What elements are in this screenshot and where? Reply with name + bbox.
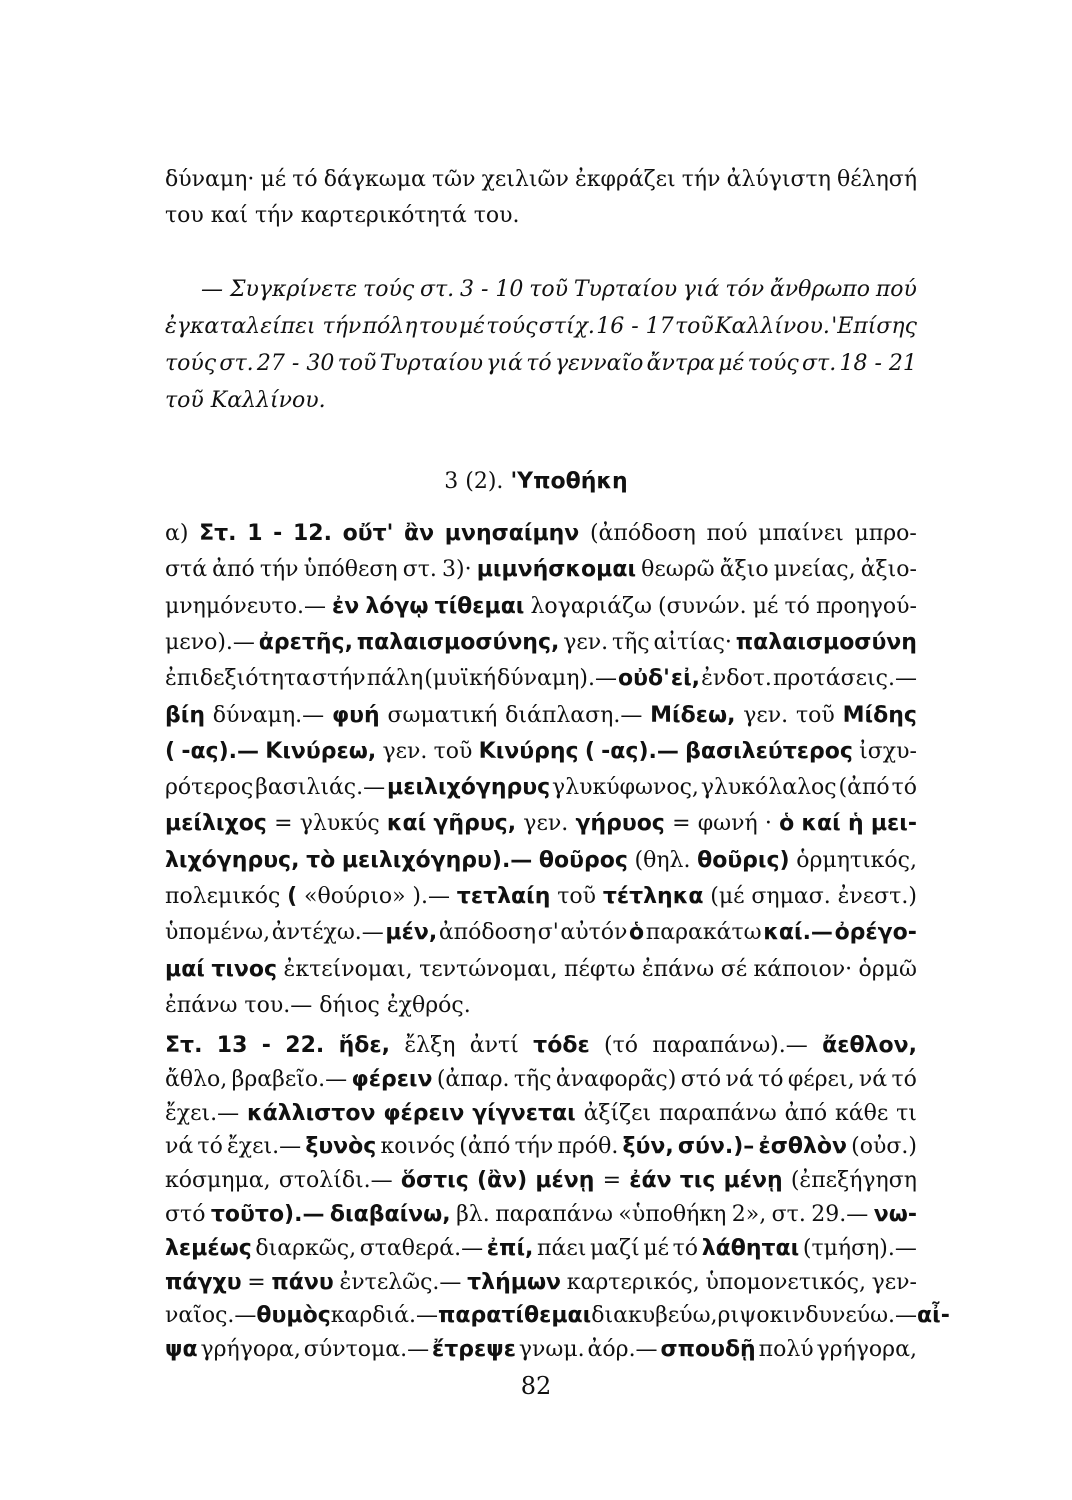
- text-line: ἐπάνω του.— δήιος ἐχθρός.: [165, 992, 471, 1018]
- text-line: [165, 198, 917, 234]
- line-text: μενο).— ἀρετῆς, παλαισμοσύνης, γεν. τῆς αἰτίας· παλαισμοσύνη: [165, 629, 917, 655]
- text-line: [165, 1298, 950, 1334]
- line-text: α) Στ. 1 - 12. οὔτ' ἂν μνησαίμην (ἀπόδοση πού μπαίνει μπρο-: [165, 521, 917, 546]
- line-text: πάγχυ = πάνυ ἐντελῶς.— τλήμων καρτερικός, ὑπομονετικός, γεν-: [165, 1269, 917, 1295]
- text-line: [165, 879, 917, 915]
- text-line: [165, 1265, 917, 1301]
- heading-title: 'Υποθήκη: [510, 469, 628, 494]
- line-text: νά τό ἔχει.— ξυνὸς κοινός (ἀπό τήν πρόθ. ξύν, σύν.)– ἐσθλὸν (οὐσ.): [165, 1134, 917, 1160]
- line-text: μαί τινος ἐκτείνομαι, τεντώνομαι, πέφτω ἐπάνω σέ κάποιον· ὁρμῶ: [165, 956, 917, 982]
- line-text: ἄθλο, βραβεῖο.— φέρειν (ἀπαρ. τῆς ἀναφορᾶς) στό νά τό φέρει, νά τό: [165, 1066, 917, 1092]
- line-text: ἐπιδεξιότητα στήν πάλη (μυϊκή δύναμη).— οὐδ' εἰ, ἐνδοτ. προτάσεις.—: [165, 666, 917, 692]
- line-text: ἔχει.— κάλλιστον φέρειν γίγνεται ἀξίζει παραπάνω ἀπό κάθε τι: [165, 1100, 917, 1126]
- text-line: δύναμη· μέ τό δάγκωμα τῶν χειλιῶν ἐκφράζει τήν ἀλύγιστη θέλησή: [165, 167, 917, 192]
- line-text: του καί τήν καρτερικότητά του.: [165, 203, 520, 228]
- line-text: ( -ας).— Κινύρεω, γεν. τοῦ Κινύρης ( -ας).— βασιλεύτερος ἰσχυ-: [165, 738, 917, 764]
- line-text: στά ἀπό τήν ὑπόθεση στ. 3)· μιμνήσκομαι θεωρῶ ἄξιο μνείας, ἀξιο-: [165, 557, 917, 583]
- text-line: [165, 770, 917, 806]
- line-text: στό τοῦτο).— διαβαίνω, βλ. παραπάνω «ὑποθήκη 2», στ. 29.— νω-: [165, 1202, 917, 1227]
- heading-number: 3 (2).: [444, 469, 504, 494]
- line-text: ὑπομένω, ἀντέχω.— μέν, ἀπόδοση σ' αὐτόν ὁ παρακάτω καί.— ὀρέγο-: [165, 920, 917, 946]
- line-text: ναῖος.— θυμὸς καρδιά.— παρατίθεμαι διακυβεύω, ριψοκινδυνεύω.— αἶ-: [165, 1303, 950, 1329]
- text-line: — Συγκρίνετε τούς στ. 3 - 10 τοῦ Τυρταίου γιά τόν ἄνθρωπο πού: [201, 277, 917, 302]
- line-text: τοῦ Καλλίνου.: [165, 388, 326, 413]
- line-text: ρότερος βασιλιάς.— μειλιχόγηρυς γλυκύφωνος, γλυκόλαλος (ἀπό τό: [165, 775, 917, 801]
- page-number: 82: [520, 1372, 552, 1400]
- section-heading: [0, 462, 1072, 502]
- text-line: τούς στ. 27 - 30 τοῦ Τυρταίου γιά τό γενναῖο ἄντρα μέ τούς στ. 18 - 21: [165, 351, 917, 376]
- text-line: [165, 1028, 917, 1064]
- text-line: [165, 589, 917, 625]
- text-line: [165, 1163, 917, 1199]
- text-line: [165, 1062, 917, 1098]
- text-line: [165, 383, 917, 419]
- text-line: [165, 1197, 917, 1233]
- line-text: μνημόνευτο.— ἐν λόγῳ τίθεμαι λογαριάζω (συνών. μέ τό προηγού-: [165, 593, 917, 619]
- line-text: Στ. 13 - 22. ἥδε, ἔλξη ἀντί τόδε (τό παραπάνω).— ἄεθλον,: [165, 1033, 917, 1058]
- text-line: [165, 625, 917, 661]
- text-line: [165, 698, 917, 734]
- text-line: [165, 843, 917, 879]
- line-text: πολεμικός ( «θούριο» ).— τετλαίη τοῦ τέτληκα (μέ σημασ. ἐνεστ.): [165, 884, 917, 909]
- text-line: [165, 952, 917, 988]
- line-text: ψα γρήγορα, σύντομα.— ἔτρεψε γνωμ. ἀόρ.— σπουδῇ πολύ γρήγορα,: [165, 1337, 917, 1363]
- text-line: [165, 661, 917, 697]
- text-line: [165, 1129, 917, 1165]
- line-text: λεμέως διαρκῶς, σταθερά.— ἐπί, πάει μαζί μέ τό λάθηται (τμήση).—: [165, 1235, 917, 1261]
- text-line: [165, 806, 917, 842]
- line-text: λιχόγηρυς, τὸ μειλιχόγηρυ).— θοῦρος (θηλ. θοῦρις) ὁρμητικός,: [165, 847, 917, 873]
- text-line: ἐγκαταλείπει τήν πόλη του μέ τούς στίχ. 16 - 17 τοῦ Καλλίνου. 'Επίσης: [165, 314, 917, 339]
- text-line: [165, 1231, 917, 1267]
- line-text: μείλιχος = γλυκύς καί γῆρυς, γεν. γήρυος = φωνή · ὁ καί ἡ μει-: [165, 811, 917, 837]
- text-line: [165, 552, 917, 588]
- text-line: [165, 516, 917, 552]
- line-text: κόσμημα, στολίδι.— ὅστις (ἂν) μένῃ = ἐάν τις μένῃ (ἐπεξήγηση: [165, 1168, 917, 1194]
- text-line: [165, 915, 917, 951]
- text-line: [165, 734, 917, 770]
- text-line: [165, 1096, 917, 1132]
- text-line: [165, 1332, 917, 1368]
- line-text: βίη δύναμη.— φυή σωματική διάπλαση.— Μίδεω, γεν. τοῦ Μίδης: [165, 702, 917, 728]
